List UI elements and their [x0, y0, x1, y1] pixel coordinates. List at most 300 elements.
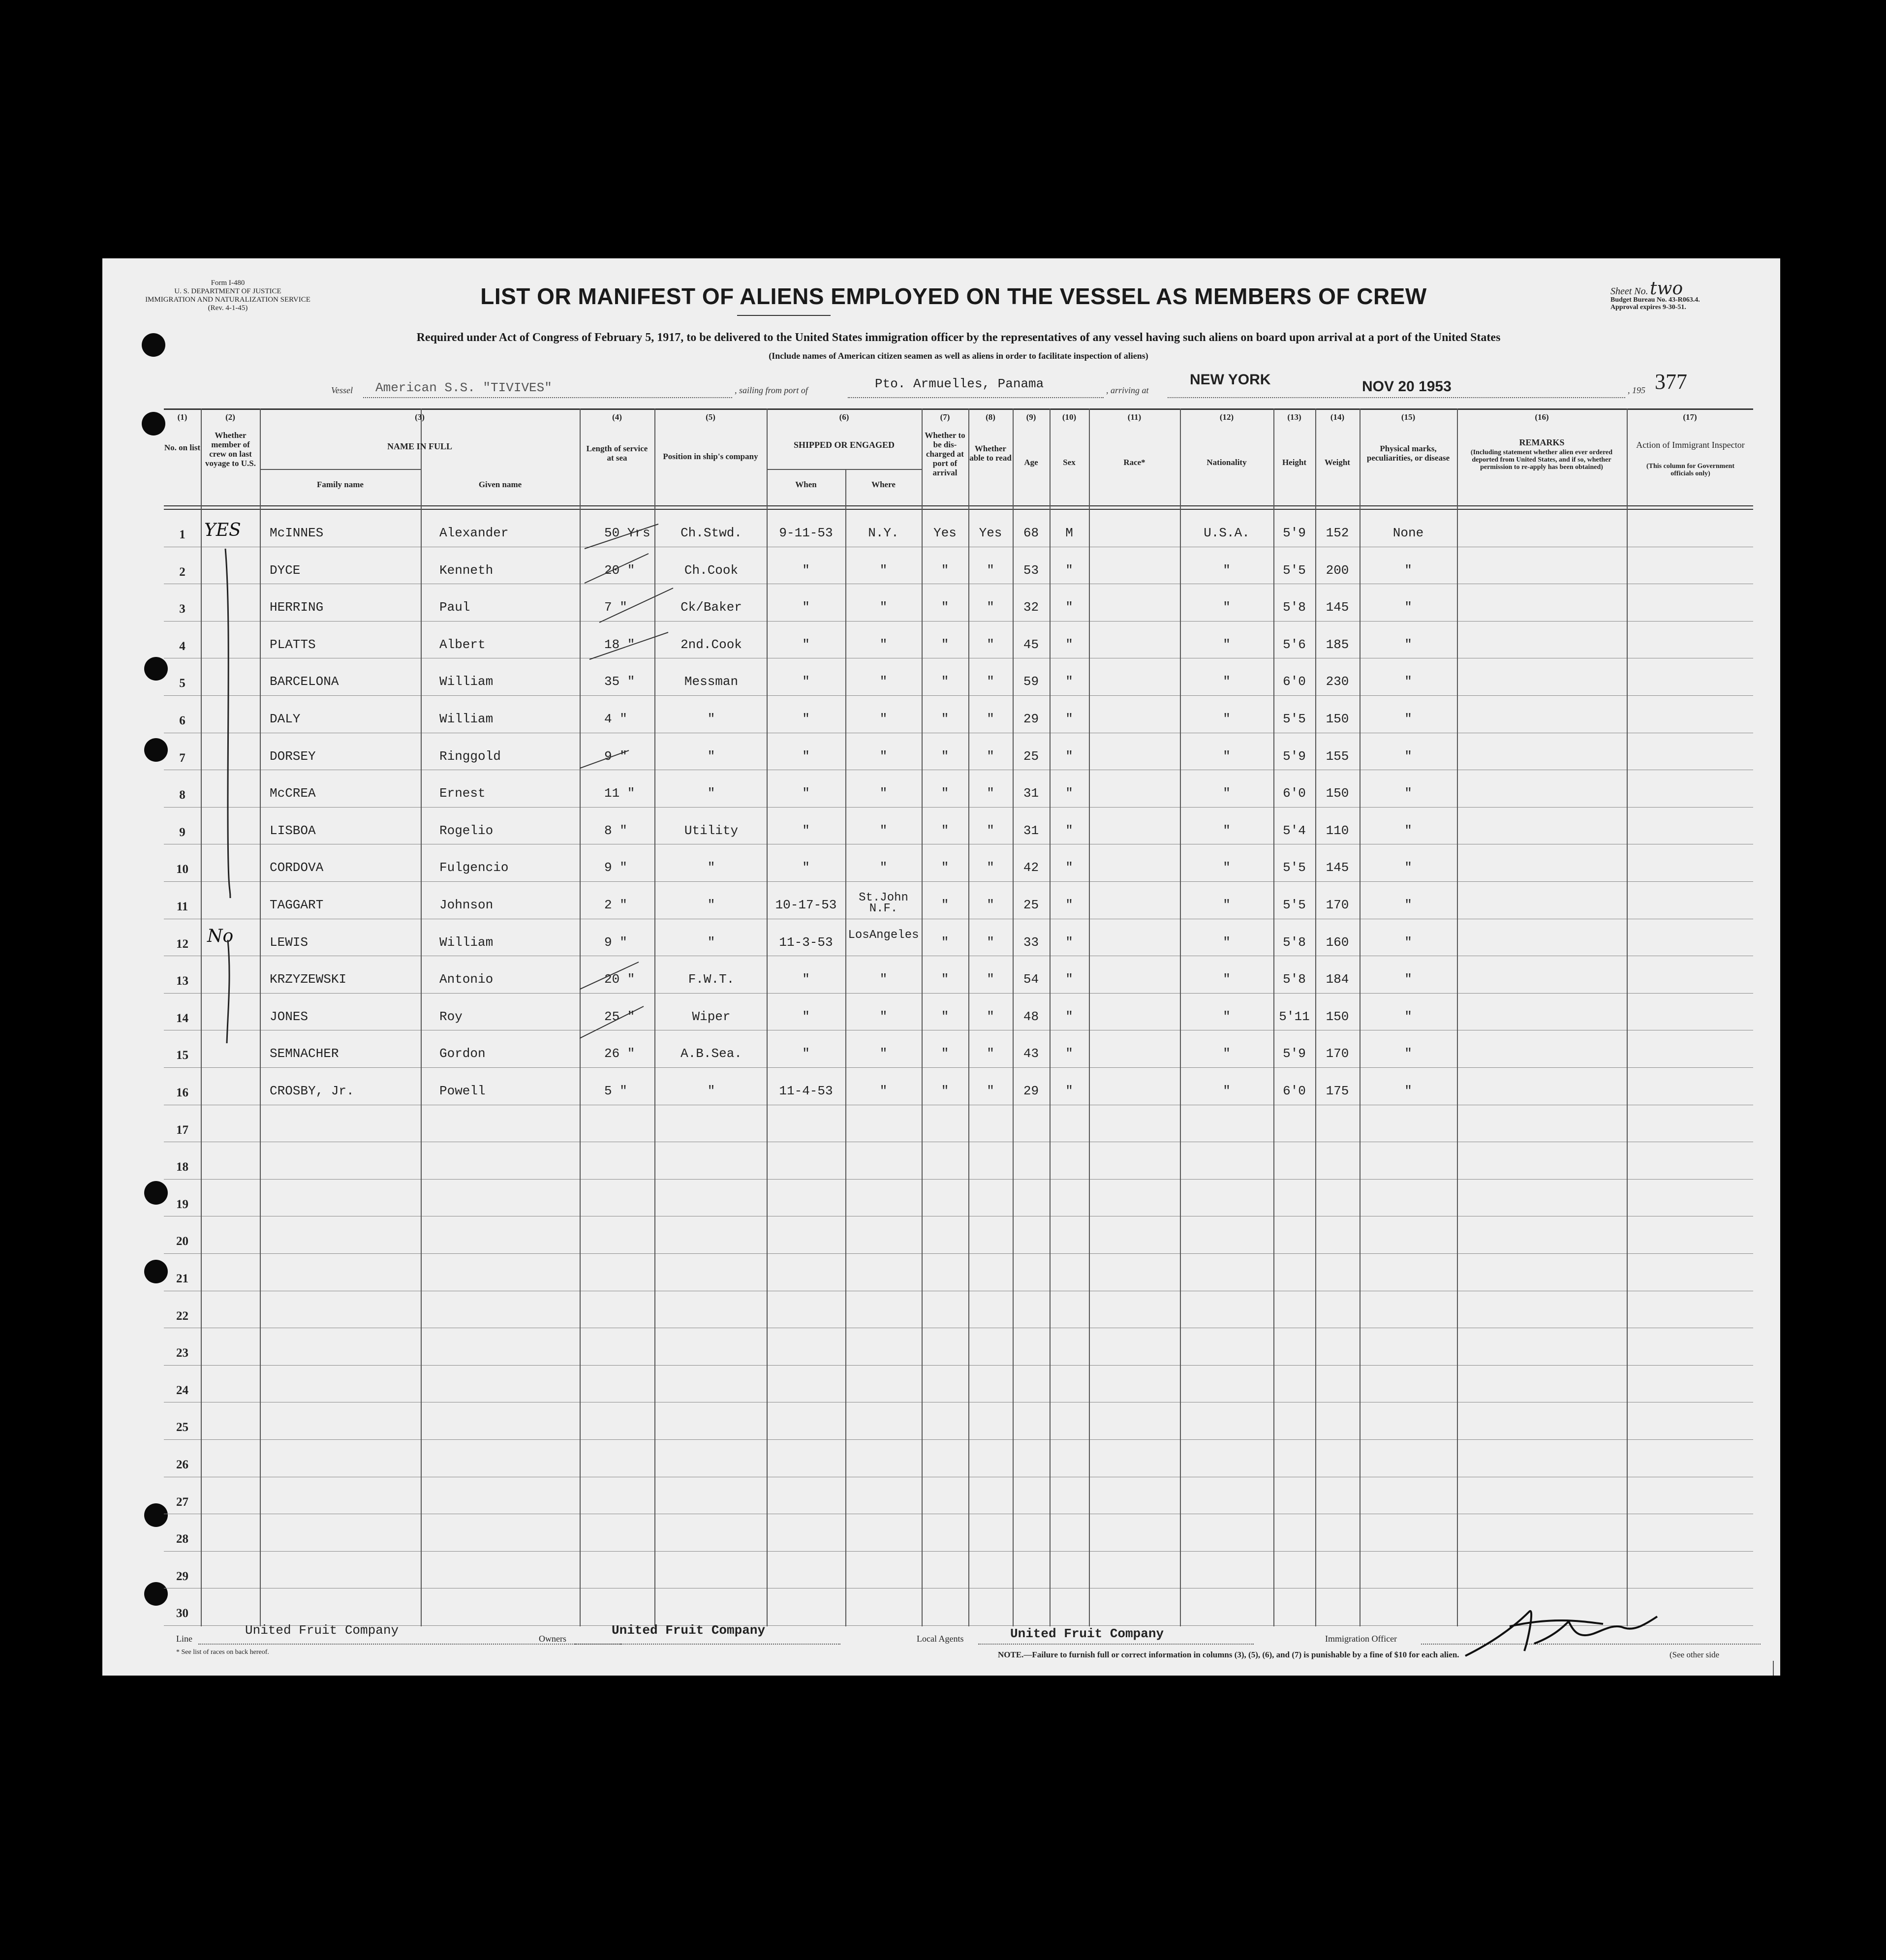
cell-family-name: DALY	[270, 712, 301, 726]
cell-length-of-service: 9 "	[604, 934, 627, 950]
cell-sex: "	[1065, 748, 1073, 764]
row-rule	[164, 695, 1753, 696]
header-family-name: Family name	[317, 480, 364, 489]
cell-discharged: Yes	[933, 526, 957, 540]
cell-physical-marks: "	[1404, 786, 1412, 801]
header-sex: Sex	[1063, 458, 1076, 467]
row-number: 5	[179, 677, 186, 690]
officer-signature	[1455, 1597, 1662, 1666]
cell-weight: 175	[1326, 1084, 1349, 1098]
header-action-sub: (This column for Government officials only)	[1646, 463, 1734, 477]
cell-length-of-service: 18 "	[604, 637, 635, 652]
header-remarks: REMARKS	[1519, 437, 1565, 447]
cell-able-to-read: "	[987, 600, 994, 615]
cell-position: 2nd.Cook	[680, 637, 742, 652]
sailing-underline	[848, 397, 1104, 398]
cell-length-of-service: 8 "	[604, 823, 627, 838]
cell-family-name: LEWIS	[270, 934, 309, 950]
cell-height: 5'4	[1283, 823, 1306, 838]
cell-length-of-service: 26 "	[604, 1046, 635, 1061]
cell-height: 5'5	[1283, 712, 1306, 726]
sailing-value: Pto. Armuelles, Panama	[875, 376, 1044, 391]
cell-sex: "	[1065, 637, 1073, 652]
cell-nationality: "	[1223, 898, 1231, 912]
row-number: 22	[176, 1309, 188, 1323]
row-number: 14	[176, 1011, 188, 1025]
row-number: 29	[176, 1569, 188, 1583]
cell-physical-marks: "	[1404, 600, 1412, 615]
row-number: 6	[179, 714, 186, 727]
sheet-label: Sheet No.	[1610, 286, 1648, 297]
cell-position: "	[707, 1084, 715, 1098]
cell-physical-marks: None	[1392, 526, 1424, 540]
cell-physical-marks: "	[1404, 972, 1412, 987]
cell-family-name: CROSBY, Jr.	[270, 1084, 354, 1098]
crew-table	[164, 408, 1753, 1626]
header-race: Race*	[1123, 458, 1145, 467]
row-rule	[164, 1365, 1753, 1366]
department: U. S. DEPARTMENT OF JUSTICE	[174, 287, 281, 295]
cell-position: "	[707, 898, 715, 912]
cell-given-name: Rogelio	[439, 823, 494, 838]
row-rule	[164, 621, 1753, 622]
col-number-14: (14)	[1330, 412, 1345, 422]
cell-able-to-read: "	[987, 712, 994, 726]
cell-nationality: "	[1223, 562, 1231, 578]
header-discharged: Whether to be dis-charged at port of arrival	[925, 431, 965, 477]
sheet-stamp-number: 377	[1655, 370, 1687, 394]
header-able-read: Whether able to read	[969, 444, 1012, 463]
cell-nationality: "	[1223, 674, 1231, 689]
cell-given-name: Ringgold	[439, 748, 501, 764]
cell-family-name: LISBOA	[270, 823, 316, 838]
row-number: 20	[176, 1235, 188, 1248]
row-number: 3	[179, 602, 186, 616]
cell-weight: 110	[1326, 823, 1349, 838]
cell-shipped-where: "	[879, 1046, 888, 1061]
ditto-bracket-marks	[201, 509, 260, 1046]
cell-position: Ch.Stwd.	[680, 526, 742, 540]
cell-weight: 150	[1326, 712, 1349, 726]
header-rule-double	[164, 509, 1753, 510]
cell-family-name: McINNES	[270, 526, 324, 540]
header-position: Position in ship's company	[663, 452, 758, 461]
row-number: 16	[176, 1086, 188, 1099]
cell-length-of-service: 20 "	[604, 972, 635, 987]
service-name: IMMIGRATION AND NATURALIZATION SERVICE	[145, 296, 310, 304]
cell-height: 5'8	[1283, 934, 1306, 950]
cell-height: 6'0	[1283, 786, 1306, 801]
cell-shipped-when: "	[802, 786, 810, 801]
cell-able-to-read: "	[987, 1009, 994, 1024]
header-given-name: Given name	[478, 480, 522, 489]
col-divider	[421, 408, 422, 1626]
cell-nationality: "	[1223, 934, 1231, 950]
cell-height: 6'0	[1283, 674, 1306, 689]
cell-nationality: "	[1223, 972, 1231, 987]
row-rule	[164, 1067, 1753, 1068]
cell-age: 32	[1023, 600, 1039, 615]
header-height: Height	[1282, 458, 1307, 467]
col-divider	[260, 408, 261, 1626]
header-remarks-sub: (Including statement whether alien ever ordered deported from United States, and if so, whether permission to re-apply has been obtained)	[1470, 449, 1613, 471]
cell-position: Wiper	[692, 1009, 731, 1024]
cell-length-of-service: 2 "	[604, 898, 627, 912]
cell-length-of-service: 4 "	[604, 712, 627, 726]
sheet-number-box	[1610, 279, 1758, 311]
cell-nationality: "	[1223, 748, 1231, 764]
cell-position: "	[707, 712, 715, 726]
cell-nationality: "	[1223, 1084, 1231, 1098]
cell-able-to-read: Yes	[979, 526, 1002, 540]
cell-length-of-service: 11 "	[604, 786, 635, 801]
cell-able-to-read: "	[987, 934, 994, 950]
subtitle: Required under Act of Congress of February 5, 1917, to be delivered to the United States immigration officer by the representatives of any vessel having such aliens on board upon arrival at a port of the United States	[416, 331, 1501, 344]
header-physical: Physical marks, peculiarities, or disease	[1366, 444, 1450, 463]
cell-height: 5'9	[1283, 526, 1306, 540]
cell-age: 31	[1023, 823, 1039, 838]
table-top-rule	[164, 408, 1753, 410]
cell-shipped-where: "	[879, 748, 888, 764]
cell-length-of-service: 7 "	[604, 600, 627, 615]
cell-sex: "	[1065, 898, 1073, 912]
cell-able-to-read: "	[987, 898, 994, 912]
cell-shipped-when: "	[802, 600, 810, 615]
col-number-6: (6)	[839, 412, 849, 422]
row-number: 30	[176, 1607, 188, 1620]
sheet-value: two	[1650, 279, 1683, 299]
officer-label: Immigration Officer	[1325, 1634, 1397, 1644]
cell-family-name: DORSEY	[270, 748, 316, 764]
col-number-13: (13)	[1287, 412, 1301, 422]
cell-shipped-where: "	[879, 786, 888, 801]
cell-sex: "	[1065, 1046, 1073, 1061]
cell-physical-marks: "	[1404, 1046, 1412, 1061]
cell-shipped-when: "	[802, 1046, 810, 1061]
cell-sex: "	[1065, 860, 1073, 875]
margin-mark	[1773, 1661, 1774, 1676]
row-number: 13	[176, 974, 188, 988]
row-rule	[164, 807, 1753, 808]
cell-age: 33	[1023, 934, 1039, 950]
col-divider	[1089, 408, 1090, 1626]
cell-able-to-read: "	[987, 674, 994, 689]
cell-able-to-read: "	[987, 860, 994, 875]
name-subheader-rule	[260, 469, 421, 470]
cell-discharged: "	[941, 1046, 949, 1061]
cell-shipped-where: "	[879, 637, 888, 652]
row-number: 10	[176, 863, 188, 876]
row-number: 8	[179, 788, 186, 802]
cell-family-name: DYCE	[270, 562, 301, 578]
cell-age: 43	[1023, 1046, 1039, 1061]
col-divider	[1457, 408, 1458, 1626]
cell-shipped-where: "	[879, 674, 888, 689]
member-no: No	[207, 926, 234, 946]
cell-discharged: "	[941, 1084, 949, 1098]
row-number: 12	[176, 937, 188, 951]
header-name-in-full: NAME IN FULL	[387, 441, 452, 451]
cell-weight: 185	[1326, 637, 1349, 652]
cell-age: 45	[1023, 637, 1039, 652]
cell-sex: "	[1065, 712, 1073, 726]
owners-value: United Fruit Company	[612, 1623, 766, 1638]
cell-age: 53	[1023, 562, 1039, 578]
row-number: 26	[176, 1458, 188, 1471]
member-yes: YES	[204, 520, 241, 540]
cell-discharged: "	[941, 600, 949, 615]
cell-nationality: "	[1223, 786, 1231, 801]
cell-able-to-read: "	[987, 562, 994, 578]
cell-shipped-where: "	[879, 1084, 888, 1098]
cell-height: 5'5	[1283, 860, 1306, 875]
cell-position: "	[707, 934, 715, 950]
header-shipped-engaged: SHIPPED OR ENGAGED	[793, 440, 895, 450]
cell-discharged: "	[941, 860, 949, 875]
see-other-side: (See other side	[1670, 1650, 1720, 1659]
cell-able-to-read: "	[987, 1046, 994, 1061]
cell-length-of-service: 9 "	[604, 860, 627, 875]
cell-shipped-where: N.Y.	[868, 526, 899, 540]
cell-weight: 160	[1326, 934, 1349, 950]
col-number-9: (9)	[1026, 412, 1036, 422]
header-no-on-list: No. on list	[164, 443, 201, 452]
punch-hole	[142, 412, 165, 436]
col-number-2: (2)	[225, 412, 235, 422]
cell-age: 31	[1023, 786, 1039, 801]
cell-shipped-when: "	[802, 674, 810, 689]
arriving-underline	[1168, 397, 1625, 398]
cell-position: "	[707, 786, 715, 801]
cell-able-to-read: "	[987, 1084, 994, 1098]
row-number: 11	[176, 900, 188, 913]
cell-nationality: "	[1223, 860, 1231, 875]
cell-age: 29	[1023, 712, 1039, 726]
cell-shipped-when: "	[802, 1009, 810, 1024]
cell-length-of-service: 35 "	[604, 674, 635, 689]
cell-discharged: "	[941, 934, 949, 950]
cell-weight: 145	[1326, 860, 1349, 875]
cell-weight: 150	[1326, 1009, 1349, 1024]
vessel-underline	[363, 397, 732, 398]
cell-nationality: "	[1223, 712, 1231, 726]
cell-shipped-where: "	[879, 1009, 888, 1024]
cell-weight: 145	[1326, 600, 1349, 615]
cell-age: 68	[1023, 526, 1039, 540]
cell-discharged: "	[941, 1009, 949, 1024]
col-number-1: (1)	[177, 412, 187, 422]
cell-family-name: KRZYZEWSKI	[270, 972, 347, 987]
cell-length-of-service: 25 "	[604, 1009, 635, 1024]
cell-physical-marks: "	[1404, 1009, 1412, 1024]
cell-given-name: Roy	[439, 1009, 463, 1024]
cell-age: 25	[1023, 898, 1039, 912]
agents-value: United Fruit Company	[1010, 1626, 1164, 1641]
row-number: 1	[179, 528, 186, 541]
col-number-10: (10)	[1062, 412, 1077, 422]
header-rule	[164, 505, 1753, 506]
header-action: Action of Immigrant Inspector	[1636, 440, 1745, 450]
col-number-16: (16)	[1535, 412, 1549, 422]
service-check-marks	[580, 509, 678, 1051]
cell-shipped-where: "	[879, 562, 888, 578]
arriving-value: NEW YORK	[1190, 372, 1271, 388]
cell-given-name: Kenneth	[439, 562, 494, 578]
cell-shipped-where: "	[879, 972, 888, 987]
cell-given-name: William	[439, 934, 494, 950]
cell-age: 42	[1023, 860, 1039, 875]
cell-given-name: Antonio	[439, 972, 494, 987]
cell-shipped-where: LosAngeles	[848, 928, 919, 942]
cell-given-name: Albert	[439, 637, 486, 652]
cell-nationality: "	[1223, 823, 1231, 838]
cell-discharged: "	[941, 972, 949, 987]
cell-position: A.B.Sea.	[680, 1046, 742, 1061]
col-divider	[1627, 408, 1628, 1626]
cell-discharged: "	[941, 562, 949, 578]
cell-given-name: Johnson	[439, 898, 494, 912]
cell-nationality: "	[1223, 600, 1231, 615]
sailing-label: , sailing from port of	[735, 385, 808, 395]
cell-discharged: "	[941, 637, 949, 652]
cell-able-to-read: "	[987, 823, 994, 838]
cell-height: 5'8	[1283, 600, 1306, 615]
header-age: Age	[1024, 458, 1038, 467]
header-where: Where	[871, 480, 896, 489]
cell-sex: "	[1065, 934, 1073, 950]
cell-shipped-where: "	[879, 860, 888, 875]
line-label: Line	[176, 1634, 192, 1644]
cell-physical-marks: "	[1404, 898, 1412, 912]
manifest-sheet	[102, 258, 1780, 1676]
cell-physical-marks: "	[1404, 860, 1412, 875]
agents-label: Local Agents	[917, 1634, 964, 1644]
cell-nationality: "	[1223, 1009, 1231, 1024]
cell-physical-marks: "	[1404, 1084, 1412, 1098]
row-number: 4	[179, 639, 186, 653]
cell-shipped-when: "	[802, 637, 810, 652]
cell-family-name: SEMNACHER	[270, 1046, 339, 1061]
line-value: United Fruit Company	[245, 1623, 399, 1638]
cell-shipped-where: "	[879, 823, 888, 838]
row-number: 2	[179, 565, 186, 579]
arrival-date: NOV 20 1953	[1362, 378, 1452, 395]
cell-able-to-read: "	[987, 748, 994, 764]
header-whether-member: Whether member of crew on last voyage to U.S.	[205, 431, 256, 468]
races-note: * See list of races on back hereof.	[176, 1649, 269, 1656]
agents-underline	[978, 1644, 1254, 1645]
vessel-label: Vessel	[331, 385, 353, 395]
cell-height: 5'5	[1283, 898, 1306, 912]
cell-physical-marks: "	[1404, 934, 1412, 950]
title-divider	[737, 315, 831, 316]
cell-height: 5'8	[1283, 972, 1306, 987]
cell-able-to-read: "	[987, 786, 994, 801]
row-rule	[164, 1439, 1753, 1440]
arriving-label: , arriving at	[1106, 385, 1149, 395]
cell-weight: 170	[1326, 1046, 1349, 1061]
col-number-3: (3)	[415, 412, 425, 422]
col-number-12: (12)	[1219, 412, 1234, 422]
cell-given-name: Ernest	[439, 786, 486, 801]
cell-nationality: U.S.A.	[1204, 526, 1250, 540]
row-rule	[164, 1551, 1753, 1552]
cell-position: Utility	[684, 823, 739, 838]
col-number-8: (8)	[986, 412, 995, 422]
row-rule	[164, 1179, 1753, 1180]
row-number: 17	[176, 1123, 188, 1137]
cell-shipped-when: 11-3-53	[779, 934, 833, 950]
cell-physical-marks: "	[1404, 637, 1412, 652]
cell-height: 6'0	[1283, 1084, 1306, 1098]
cell-weight: 170	[1326, 898, 1349, 912]
cell-height: 5'9	[1283, 1046, 1306, 1061]
cell-height: 5'11	[1279, 1009, 1310, 1024]
cell-sex: "	[1065, 562, 1073, 578]
cell-age: 29	[1023, 1084, 1039, 1098]
cell-given-name: Alexander	[439, 526, 509, 540]
cell-given-name: Paul	[439, 600, 470, 615]
cell-shipped-where: "	[879, 712, 888, 726]
cell-position: Messman	[684, 674, 739, 689]
shipped-subheader-rule	[767, 469, 922, 470]
row-number: 7	[179, 751, 186, 765]
row-number: 21	[176, 1272, 188, 1285]
revision: (Rev. 4-1-45)	[208, 304, 248, 312]
vessel-value: American S.S. "TIVIVES"	[375, 380, 552, 395]
row-number: 27	[176, 1495, 188, 1509]
cell-discharged: "	[941, 674, 949, 689]
cell-given-name: William	[439, 674, 494, 689]
cell-family-name: CORDOVA	[270, 860, 324, 875]
cell-height: 5'9	[1283, 748, 1306, 764]
punch-hole	[142, 333, 165, 357]
cell-sex: M	[1065, 526, 1073, 540]
cell-able-to-read: "	[987, 972, 994, 987]
row-rule	[164, 1253, 1753, 1254]
approval-expiry: Approval expires 9-30-51.	[1610, 304, 1686, 311]
cell-position: "	[707, 748, 715, 764]
owners-label: Owners	[539, 1634, 566, 1644]
cell-weight: 230	[1326, 674, 1349, 689]
cell-physical-marks: "	[1404, 748, 1412, 764]
cell-shipped-when: "	[802, 712, 810, 726]
cell-shipped-when: "	[802, 562, 810, 578]
header-nationality: Nationality	[1206, 458, 1247, 467]
cell-age: 59	[1023, 674, 1039, 689]
header-weight: Weight	[1325, 458, 1350, 467]
cell-shipped-when: 10-17-53	[775, 898, 837, 912]
cell-length-of-service: 50 Yrs	[604, 526, 650, 540]
col-number-7: (7)	[940, 412, 950, 422]
cell-given-name: William	[439, 712, 494, 726]
cell-weight: 155	[1326, 748, 1349, 764]
cell-shipped-when: 9-11-53	[779, 526, 833, 540]
row-rule	[164, 881, 1753, 882]
form-identifier	[137, 279, 319, 312]
cell-length-of-service: 20 "	[604, 562, 635, 578]
cell-physical-marks: "	[1404, 562, 1412, 578]
cell-family-name: HERRING	[270, 600, 324, 615]
cell-physical-marks: "	[1404, 712, 1412, 726]
cell-shipped-when: "	[802, 823, 810, 838]
header-when: When	[795, 480, 817, 489]
row-number: 9	[179, 825, 186, 839]
cell-length-of-service: 9 "	[604, 748, 627, 764]
cell-weight: 200	[1326, 562, 1349, 578]
cell-sex: "	[1065, 823, 1073, 838]
cell-physical-marks: "	[1404, 674, 1412, 689]
